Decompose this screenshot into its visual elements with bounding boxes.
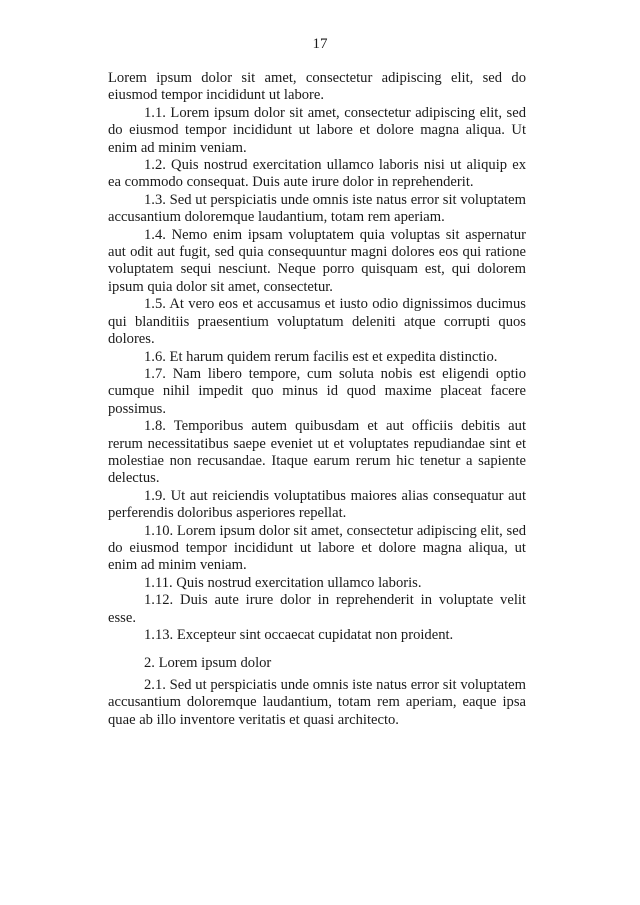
paragraph: 1.2. Quis nostrud exercitation ullamco laboris nisi ut aliquip ex ea commodo consequat. Duis aute irure dolor in reprehenderit. <box>108 157 526 191</box>
paragraph: 1.1. Lorem ipsum dolor sit amet, consectetur adipiscing elit, sed do eiusmod tempor incididunt ut labore et dolore magna aliqua. Ut enim ad minim veniam. <box>108 104 526 156</box>
paragraph: 1.3. Sed ut perspiciatis unde omnis iste natus error sit voluptatem accusantium doloremque laudantium, totam rem aperiam. <box>108 191 526 226</box>
paragraph: 1.5. At vero eos et accusamus et iusto odio dignissimos ducimus qui blanditiis praesentium voluptatum deleniti atque corrupti quos dolores. <box>108 296 526 348</box>
paragraph: 1.9. Ut aut reiciendis voluptatibus maiores alias consequatur aut perferendis doloribus asperiores repellat. <box>108 487 526 522</box>
paragraph: 1.10. Lorem ipsum dolor sit amet, consectetur adipiscing elit, sed do eiusmod tempor incididunt ut labore et dolore magna aliqua, ut enim ad minim veniam. <box>108 522 526 574</box>
paragraph: 1.13. Excepteur sint occaecat cupidatat non proident. <box>144 627 454 643</box>
page-number: 17 <box>312 36 328 52</box>
paragraph: 1.7. Nam libero tempore, cum soluta nobis est eligendi optio cumque nihil impedit quo minus id quod maxime placeat facere possimus. <box>108 365 526 417</box>
paragraph: 1.4. Nemo enim ipsam voluptatem quia voluptas sit aspernatur aut odit aut fugit, sed quia consequuntur magni dolores eos qui ratione voluptatem sequi nesciunt. Neque porro quisquam est, qui dolorem ipsum quia dolor sit amet, consectetur. <box>108 226 526 295</box>
paragraph: Lorem ipsum dolor sit amet, consectetur adipiscing elit, sed do eiusmod tempor incididunt ut labore. <box>108 70 526 104</box>
document-body <box>108 70 526 729</box>
paragraph: 1.11. Quis nostrud exercitation ullamco laboris. <box>144 574 422 591</box>
paragraph: 1.12. Duis aute irure dolor in reprehenderit in voluptate velit esse. <box>108 592 526 626</box>
paragraph: 1.6. Et harum quidem rerum facilis est et expedita distinctio. <box>144 348 498 365</box>
paragraph: 1.8. Temporibus autem quibusdam et aut officiis debitis aut rerum necessitatibus saepe eveniet ut et voluptates repudiandae sint et molestiae non recusandae. Itaque earum rerum hic tenetur a sapiente delectus. <box>108 418 526 487</box>
section-heading: 2. Lorem ipsum dolor <box>144 655 272 672</box>
paragraph: 2.1. Sed ut perspiciatis unde omnis iste natus error sit voluptatem accusantium doloremque laudantium, totam rem aperiam, eaque ipsa quae ab illo inventore veritatis et quasi architecto. <box>108 676 526 728</box>
